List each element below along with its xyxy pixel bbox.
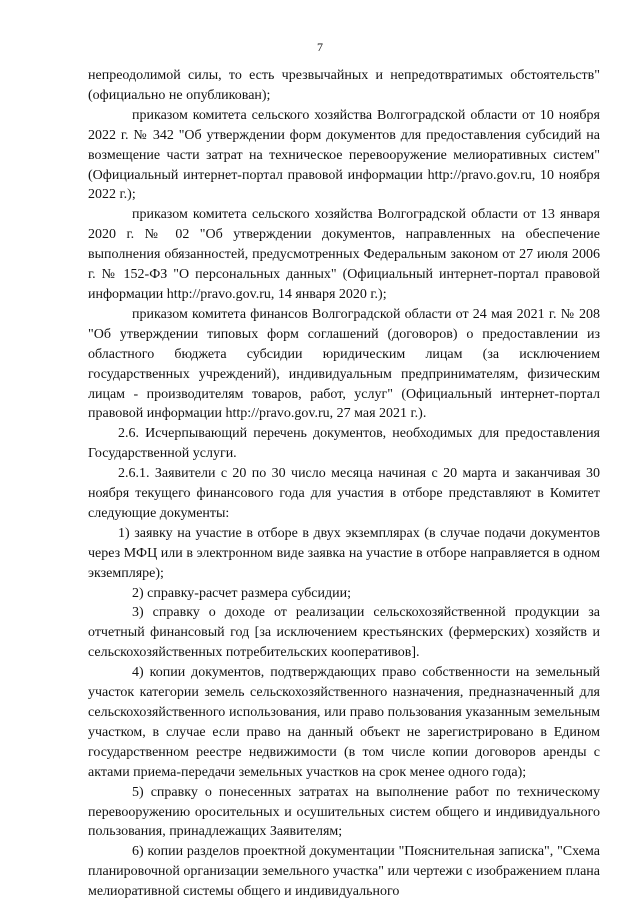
document-body [88,66,600,902]
paragraph-order-208: приказом комитета финансов Волгоградской области от 24 мая 2021 г. № 208 "Об утверждении типовых форм соглашений (договоров) о предоставлении из областного бюджета субсидии юридическим лицам (за исключением государственных учреждений), индивидуальным предпринимателям, физическим лицам - производителям товаров, работ, услуг" (Официальный интернет-портал правовой информации http://pravo.gov.ru, 27 мая 2021 г.). [88,306,600,422]
list-item-1: 1) заявку на участие в отборе в двух экземплярах (в случае подачи документов через МФЦ или в электронном виде заявка на участие в отборе направляется в одном экземпляре); [88,525,600,581]
list-item-4: 4) копии документов, подтверждающих право собственности на земельный участок категории земель сельскохозяйственного назначения, предназначенный для сельскохозяйственного использования, или право пользования указанным земельным участком, в случае если право на данный объект не зарегистрировано в Едином государственном реестре недвижимости (в том числе копии договоров аренды с актами приема-передачи земельных участков на срок менее одного года); [88,665,600,780]
paragraph-section-2-6-1: 2.6.1. Заявители с 20 по 30 число месяца начиная с 20 марта и заканчивая 30 ноября текущего финансового года для участия в отборе представляют в Комитет следующие документы: [88,466,600,521]
list-item-2: 2) справку-расчет размера субсидии; [132,585,351,601]
paragraph-order-02: приказом комитета сельского хозяйства Волгоградской области от 13 января 2020 г. № 02 "Об утверждении документов, направленных на обеспечение выполнения обязанностей, предусмотренных Федеральным законом от 27 июля 2006 г. № 152-ФЗ "О персональных данных" (Официальный интернет-портал правовой информации http://pravo.gov.ru, 14 января 2020 г.); [88,207,600,302]
paragraph-section-2-6: 2.6. Исчерпывающий перечень документов, необходимых для предоставления Государственной услуги. [88,426,600,462]
paragraph-continuation: непреодолимой силы, то есть чрезвычайных и непредотвратимых обстоятельств" (официально не опубликован); [88,68,600,103]
page-number: 7 [317,40,323,54]
paragraph-order-342: приказом комитета сельского хозяйства Волгоградской области от 10 ноября 2022 г. № 342 "Об утверждении форм документов для предоставления субсидий на возмещение части затрат на техническое перевооружение мелиоративных систем" (Официальный интернет-портал правовой информации http://pravo.gov.ru, 10 ноября 2022 г.); [88,107,600,203]
list-item-5: 5) справку о понесенных затратах на выполнение работ по техническому перевооружению оросительных и осушительных систем общего и индивидуального пользования, принадлежащих Заявителям; [88,784,600,840]
list-item-6: 6) копии разделов проектной документации "Пояснительная записка", "Схема планировочной организации земельного участка" или чертежи с изображением плана мелиоративной системы общего и индивидуального [88,844,600,900]
list-item-3: 3) справку о доходе от реализации сельскохозяйственной продукции за отчетный финансовый год [за исключением крестьянских (фермерских) хозяйств и сельскохозяйственных потребительских кооперативов]. [88,605,600,661]
